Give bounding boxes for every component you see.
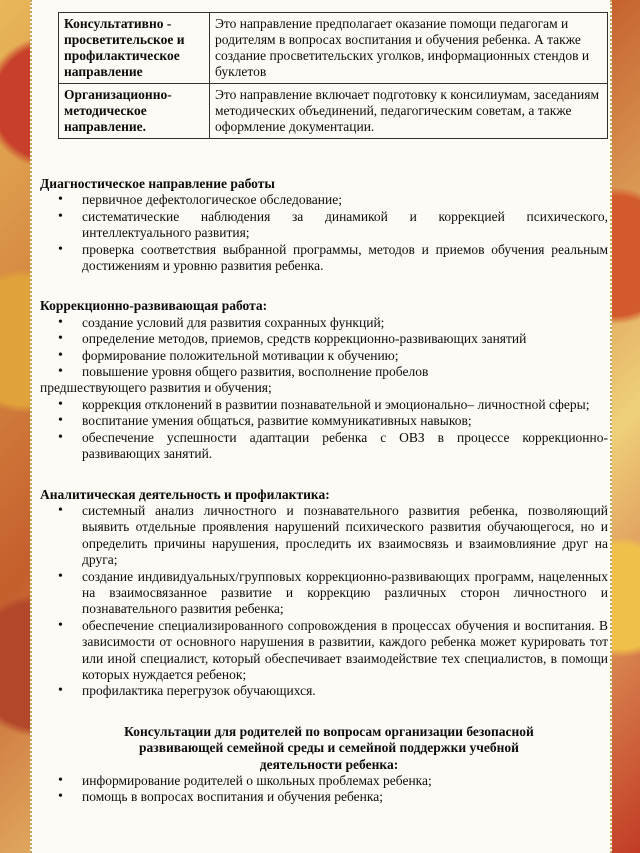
list-item: • систематические наблюдения за динамикой и коррекцией психического, интеллектуального развития; (82, 209, 608, 242)
list-item: • профилактика перегрузок обучающихся. (82, 683, 608, 699)
consultations-list (40, 773, 608, 806)
list-item: • обеспечение специализированного сопровождения в процессах обучения и воспитания. В зависимости от основного нарушения в развитии, каждого ребенка может курировать тот или иной специалист, который обеспечивает взаимодействие тех специалистов, в помощи которых нуждается ребенок; (82, 618, 608, 684)
document-body (40, 176, 608, 806)
list-item: • первичное дефектологическое обследование; (82, 192, 608, 208)
list-item: • создание условий для развития сохранных функций; (82, 315, 608, 331)
list-item: • проверка соответствия выбранной программы, методов и приемов обучения реальным достижениям и уровню развития ребенка. (82, 242, 608, 275)
section-heading-consultations: Консультации для родителей по вопросам организации безопасной развивающей семейной среды и семейной поддержки учебной деятельности ребенка: (124, 723, 534, 772)
list-item: • создание индивидуальных/групповых коррекционно-развивающих программ, нацеленных на взаимосвязанное развитие и коррекцию различных сторон личностного и познавательного развития ребенка; (82, 569, 608, 618)
table-cell-label: Консультативно - просветительское и профилактическое направление (59, 13, 210, 84)
table-row (59, 13, 608, 84)
analytics-list (40, 503, 608, 700)
table-cell-text: Это направление включает подготовку к консилиумам, заседаниям методических объединений, педагогическим советам, а также оформление документации. (210, 84, 608, 139)
list-continuation: предшествующего развития и обучения; (40, 380, 272, 396)
list-item: • системный анализ личностного и познавательного развития ребенка, позволяющий выявить отдельные проявления нарушений психического развития обучающегося, но и определить причины нарушения, проследить их взаимосвязь и взаимовлияние друг на друга; (82, 503, 608, 569)
document-page (30, 0, 612, 853)
list-item: • обеспечение успешности адаптации ребенка с ОВЗ в процессе коррекционно-развивающих занятий. (82, 430, 608, 463)
table-row (59, 84, 608, 139)
list-item: • коррекция отклонений в развитии познавательной и эмоционально– личностной сферы; (82, 397, 608, 413)
section-heading-correction: Коррекционно-развивающая работа: (40, 298, 268, 314)
diagnostic-list (40, 192, 608, 274)
section-heading-diagnostic: Диагностическое направление работы (40, 176, 275, 191)
list-item: • определение методов, приемов, средств коррекционно-развивающих занятий (82, 331, 608, 347)
list-item: • помощь в вопросах воспитания и обучения ребенка; (82, 789, 608, 805)
list-item: • повышение уровня общего развития, восполнение пробелов (82, 364, 608, 380)
list-item: • воспитание умения общаться, развитие коммуникативных навыков; (82, 413, 608, 429)
table-cell-label: Организационно-методическое направление. (59, 84, 210, 139)
list-item: • формирование положительной мотивации к обучению; (82, 348, 608, 364)
section-heading-analytics: Аналитическая деятельность и профилактика: (40, 486, 330, 502)
table-cell-text: Это направление предполагает оказание помощи педагогам и родителям в вопросах воспитания и обучения ребенка. А также создание просветительских уголков, информационных стендов и буклетов (210, 13, 608, 84)
correction-list-2 (40, 397, 608, 463)
correction-list (40, 315, 608, 381)
directions-table (58, 12, 608, 139)
list-item: • информирование родителей о школьных проблемах ребенка; (82, 773, 608, 789)
